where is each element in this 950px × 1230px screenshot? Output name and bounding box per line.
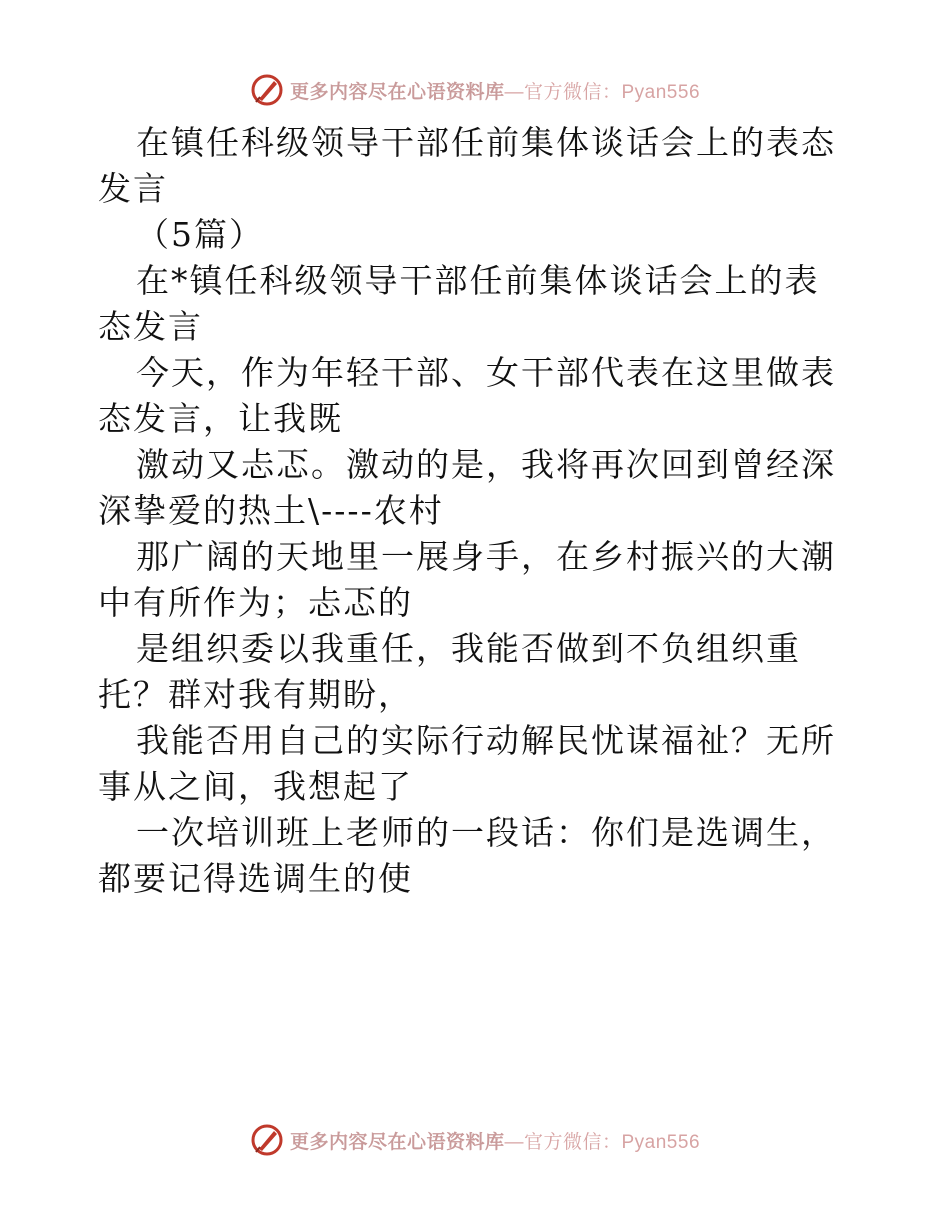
body-paragraph: 我能否用自己的实际行动解民忧谋福祉？无所事从之间，我想起了 (98, 721, 836, 806)
section-heading: 在*镇任科级领导干部任前集体谈话会上的表态发言 (98, 261, 820, 346)
footer-wechat-text: —官方微信：Pyan556 (504, 1131, 701, 1153)
footer-brand-text: 更多内容尽在心语资料库 (289, 1130, 505, 1153)
body-paragraph: 那广阔的天地里一展身手，在乡村振兴的大潮中有所作为；忐忑的 (98, 537, 836, 622)
footer-banner (0, 1120, 950, 1160)
quill-logo-icon (250, 73, 284, 107)
body-paragraph: 一次培训班上老师的一段话：你们是选调生，都要记得选调生的使 (98, 813, 836, 898)
document-subtitle: （5篇） (136, 215, 264, 254)
header-banner (0, 70, 950, 110)
body-paragraph: 今天，作为年轻干部、女干部代表在这里做表态发言，让我既 (98, 353, 836, 438)
footer-banner-content (250, 1123, 700, 1157)
body-paragraph: 激动又忐忑。激动的是，我将再次回到曾经深深挚爱的热土\----农村 (98, 445, 836, 530)
document-title: 在镇任科级领导干部任前集体谈话会上的表态发言 (98, 123, 836, 208)
header-banner-content (250, 73, 700, 107)
header-brand-text: 更多内容尽在心语资料库 (289, 80, 505, 103)
quill-logo-icon (250, 1123, 284, 1157)
body-paragraph: 是组织委以我重任，我能否做到不负组织重托？群对我有期盼， (98, 629, 801, 714)
header-wechat-text: —官方微信：Pyan556 (504, 81, 701, 103)
document-body (98, 120, 853, 902)
